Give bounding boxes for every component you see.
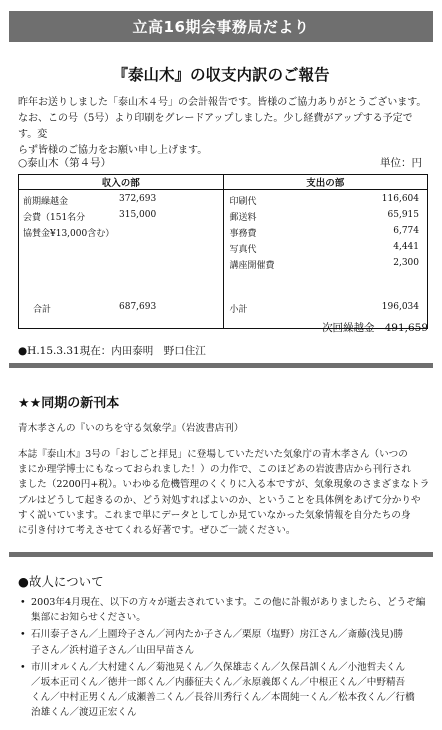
banner-title: 立高16期会事務局だより <box>132 18 310 36</box>
expense-column <box>224 190 428 328</box>
list-line: • 市川オルくん／大村建くん／菊池晃くん／久保雄志くん／久保昌訓くん／小池哲夫くん <box>31 661 406 673</box>
list-line: くん／中村正男くん／成瀬善二くん／長谷川秀行くん／本間純一くん／松本孜くん／行橋 <box>31 692 415 704</box>
income-label: 協賛金¥13,000含む） <box>23 229 115 239</box>
list-line: ／坂本正司くん／徳井一郎くん／内藤征夫くん／永原義郎くん／中根正くん／中野精吾 <box>31 677 406 689</box>
body-line: ブルはどうして起きるのか、どう対処すればよいのか、ということを具体例をあげて分かりや <box>18 494 421 506</box>
expense-value: 65,915 <box>387 210 419 220</box>
intro-line: 昨年お送りしました「泰山木４号」の会計報告です。皆様のご協力ありがとうございます。 <box>18 97 427 108</box>
expense-total-label: 小計 <box>229 305 248 315</box>
list-line: 子さん／浜村道子さん／山田早苗さん <box>31 644 195 656</box>
income-total-label: 合計 <box>33 305 52 315</box>
expense-label: 事務費 <box>229 229 257 239</box>
report-intro <box>18 95 428 159</box>
income-header: 収入の部 <box>19 175 224 190</box>
unit-label: 単位：円 <box>380 157 422 169</box>
income-label: 会費（151名分 <box>23 213 86 223</box>
carry-forward <box>18 320 428 335</box>
income-value: 315,000 <box>119 210 157 220</box>
header-banner <box>9 11 433 42</box>
expense-label: 印刷代 <box>229 197 257 207</box>
expense-value: 2,300 <box>393 258 419 268</box>
income-column <box>19 190 223 328</box>
body-line: ました（2200円+税）。いわゆる危機管理のくくりに入る本ですが、気象現象のさまざまなトラ <box>18 479 430 491</box>
income-total-value: 687,693 <box>119 302 157 312</box>
section-divider <box>9 363 433 368</box>
body-line: すく説いています。これまで単にデータとしてしか見ていなかった気象情報を自分たちの身 <box>18 509 411 521</box>
intro-line: らず皆様のご協力をお願い申し上げます。 <box>18 145 208 156</box>
income-label: 前期繰越金 <box>23 197 69 207</box>
carry-forward-value: 491,659 <box>384 322 428 334</box>
expense-total-value: 196,034 <box>381 302 419 312</box>
new-book-subtitle: 青木孝さんの『いのちを守る気象学』（岩波書店刊） <box>18 423 244 434</box>
list-item <box>18 660 430 721</box>
carry-forward-label: 次回繰越金 <box>322 322 375 334</box>
list-line: 集部にお知らせください。 <box>31 612 146 624</box>
list-item <box>18 627 430 657</box>
section-divider <box>9 552 433 557</box>
expense-header: 支出の部 <box>223 175 428 190</box>
intro-line: なお、この号（5号）より印刷をグレードアップしました。少し経費がアップする予定です。変 <box>18 113 413 140</box>
body-line: に引き付けて考えさせてくれる好著です。ぜひご一読ください。 <box>18 525 296 537</box>
issue-row <box>18 155 428 170</box>
new-book-body <box>18 447 430 538</box>
list-line: • 2003年4月現在、以下の方々が逝去されています。この他に訃報がありましたら、どうぞ編 <box>31 597 426 608</box>
new-book-heading: ★★同期の新刊本 <box>18 396 120 411</box>
expense-value: 6,774 <box>393 226 419 236</box>
expense-label: 郵送料 <box>229 213 257 223</box>
expense-label: 写真代 <box>229 245 257 255</box>
obituary-heading: ●故人について <box>18 574 104 589</box>
report-title: 『泰山木』の収支内訳のご報告 <box>112 66 330 84</box>
expense-value: 4,441 <box>393 242 419 252</box>
body-line: まにか理学博士にもなっておられました！）の力作で、このほどあの岩波書店から刊行され <box>18 464 412 476</box>
obituary-list <box>18 595 430 723</box>
list-item <box>18 595 430 625</box>
expense-value: 116,604 <box>381 194 419 204</box>
list-line: 治雄くん／渡辺正宏くん <box>31 707 137 719</box>
income-value: 372,693 <box>119 194 157 204</box>
as-of-note: ●H.15.3.31現在：内田泰明 野口住江 <box>18 345 206 357</box>
body-line: 本誌『泰山木』3号の「おしごと拝見」に登場していただいた気象庁の青木孝さん（いつの <box>18 449 408 460</box>
list-line: • 石川泰子さん／上園玲子さん／河内たか子さん／栗原（塩野）房江さん／斎藤(浅見)勝 <box>31 629 404 641</box>
finance-table <box>18 174 428 329</box>
expense-label: 講座開催費 <box>229 261 275 271</box>
issue-label: ○泰山木（第４号） <box>18 157 112 169</box>
